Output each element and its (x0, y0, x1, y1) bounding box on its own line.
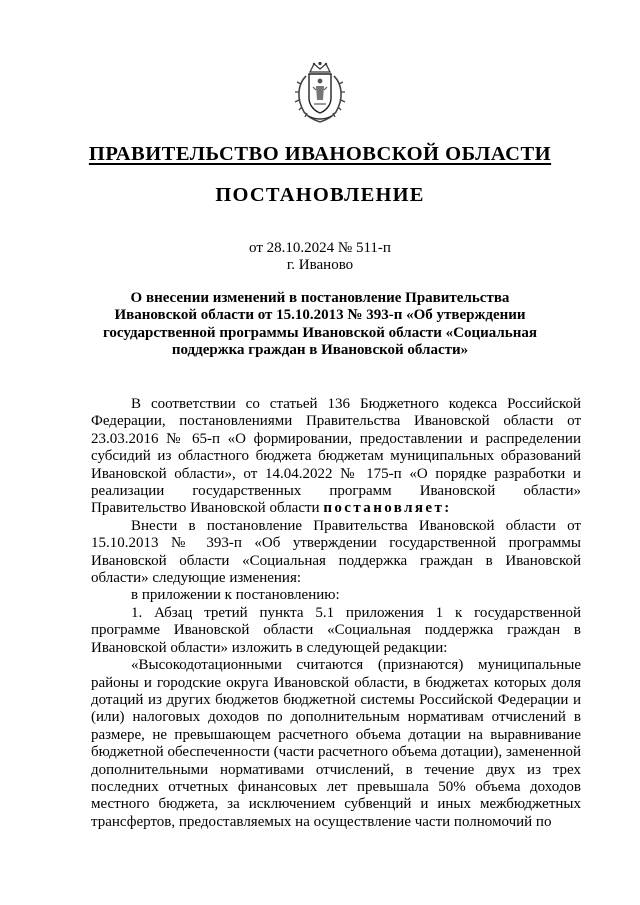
government-title: ПРАВИТЕЛЬСТВО ИВАНОВСКОЙ ОБЛАСТИ (88, 143, 552, 165)
resolution-keyword: постановляет: (323, 500, 452, 517)
coat-of-arms-icon (292, 60, 348, 126)
subject-line: поддержка граждан в Ивановской области» (171, 341, 469, 358)
body-paragraph: 1. Абзац третий пункта 5.1 приложения 1 к государственной программе Ивановской области «Социальная поддержка граждан в Ивановской области» изложить в следующей редакции: (91, 604, 581, 656)
body-paragraph: «Высокодотационными считаются (признаются) муниципальные районы и городские округа Ивановской области, в бюджетах которых доля дотаций из других бюджетов бюджетной системы Российской Федерации и (или) налоговых доходов по дополнительным нормативам отчислений в размере, не превышающем расчетного объема дотации на выравнивание бюджетной обеспеченности (части расчетного объема дотации), замененной дополнительными нормативами отчислений, в течение двух из трех последних отчетных финансовых лет превышала 50% объема доходов местного бюджета, за исключением субвенций и иных межбюджетных трансфертов, предоставляемых на осуществление части полномочий по (91, 657, 581, 830)
body-paragraph: Внести в постановление Правительства Ивановской области от 15.10.2013 № 393-п «Об утверждении государственной программы Ивановской области «Социальная поддержка граждан в Ивановской области» следующие изменения: (91, 517, 581, 587)
body-paragraph (91, 396, 581, 518)
document-body (91, 396, 581, 831)
body-paragraph: в приложении к постановлению: (131, 587, 340, 604)
subject-line: О внесении изменений в постановление Правительства (130, 290, 510, 306)
subject-line: Ивановской области от 15.10.2013 № 393-п «Об утверждении (114, 307, 526, 324)
document-type-heading: ПОСТАНОВЛЕНИЕ (215, 184, 425, 206)
subject-line: государственной программы Ивановской области «Социальная (102, 324, 537, 341)
document-date-number: от 28.10.2024 № 511-п (249, 240, 391, 256)
document-city: г. Иваново (286, 257, 354, 273)
paragraph-text: В соответствии со статьей 136 Бюджетного кодекса Российской Федерации, постановлениями Правительства Ивановской области от 23.03.2016 № 65-п «О формировании, предоставлении и распределении субсидий из областного бюджета бюджетам муниципальных образований Ивановской области», от 14.04.2022 № 175-п «О порядке разработки и реализации государственных программ Ивановской области» Правительство Ивановской области (91, 396, 581, 517)
document-subject (90, 290, 550, 359)
